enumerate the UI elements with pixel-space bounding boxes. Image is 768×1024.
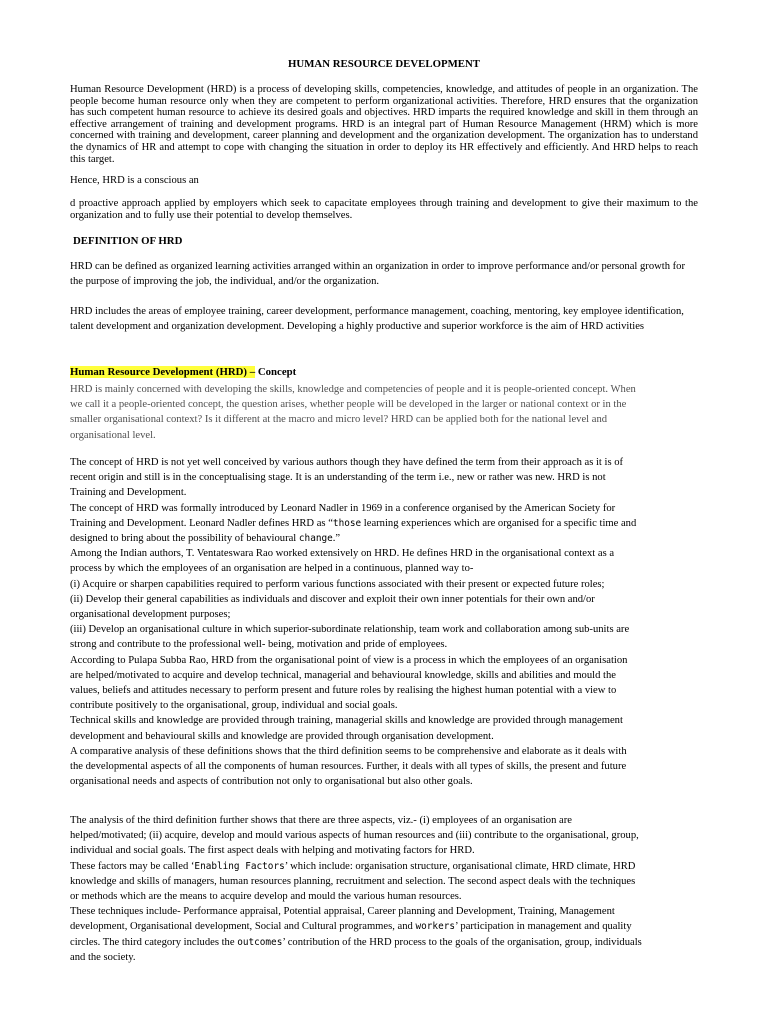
factors-line: These techniques include- Performance appraisal, Potential appraisal, Career planning and Development, Training, Management <box>70 906 615 918</box>
factors-line: knowledge and skills of managers, human resources planning, recruitment and selection. The second aspect deals with the techniques <box>70 875 636 887</box>
body-line: (iii) Develop an organisational culture in which superior-subordinate relationship, team work and collaboration among sub-units are <box>70 624 630 636</box>
body-line: A comparative analysis of these definitions shows that the third definition seems to be comprehensive and elaborate as it deals with <box>70 745 627 757</box>
body-line: process by which the employees of an organisation are helped in a continuous, planned way to- <box>70 563 474 575</box>
outcomes-line <box>70 935 698 950</box>
body-line: Training and Development. <box>70 487 187 499</box>
definition-heading: DEFINITION OF HRD <box>73 235 183 247</box>
factors-post: ’ which include: organisation structure, organisational climate, HRD climate, HRD <box>284 860 636 872</box>
body-line: are helped/motivated to acquire and develop technical, managerial and behavioural knowledge, skills and abilities and mould the <box>70 669 616 681</box>
factors-pre: These factors may be called ‘ <box>70 860 195 872</box>
body-line: values, beliefs and attitudes necessary to perform present and future roles by realising the highest human potential with a view to <box>70 685 617 697</box>
nadler-definition-line <box>70 516 698 531</box>
nadler-change-line <box>70 531 698 546</box>
factors-line: or methods which are the means to acquire develop and mould the various human resources. <box>70 891 462 903</box>
concept-heading <box>70 366 698 378</box>
document-title: HUMAN RESOURCE DEVELOPMENT <box>288 58 480 70</box>
final-line: and the society. <box>70 951 136 963</box>
nadler-change-end: .” <box>332 533 341 545</box>
concept-heading-highlight: Human Resource Development (HRD) – <box>70 366 256 378</box>
workers-mono: workers <box>415 921 456 933</box>
factors-mono: Enabling Factors <box>194 860 285 872</box>
body-line: The concept of HRD is not yet well conceived by various authors though they have defined the term from their approach as it is of <box>70 457 624 468</box>
workers-pre: development, Organisational development, Social and Cultural programmes, and <box>70 921 416 933</box>
body-line: recent origin and still is in the conceptualising stage. It is an understanding of the term i.e., new or rather was new. HRD is not <box>70 472 606 484</box>
body-line: strong and contribute to the professional well- being, motivation and pride of employees. <box>70 639 448 651</box>
proactive-paragraph: d proactive approach applied by employers which seek to capacitate employees through training and development to give their maximum to the organization and to fully use their potential to develop themselves. <box>70 198 698 221</box>
body-line: Among the Indian authors, T. Ventateswara Rao worked extensively on HRD. He defines HRD in the organisational context as a <box>70 548 615 560</box>
analysis-body <box>70 813 698 965</box>
concept-line: organisational level. <box>70 429 156 441</box>
concept-line: smaller organisational context? Is it different at the macro and micro level? HRD can be applied both for the national level and <box>70 414 608 426</box>
nadler-mono-those: those <box>332 517 362 529</box>
nadler-mono-change: change <box>298 533 333 545</box>
outcomes-pre: circles. The third category includes the <box>70 936 238 948</box>
body-line: Technical skills and knowledge are provided through training, managerial skills and knowledge are provided through management <box>70 715 623 727</box>
body-line: contribute positively to the organisational, group, individual and social goals. <box>70 700 398 712</box>
concept-line: HRD is mainly concerned with developing the skills, knowledge and competencies of people and it is people-oriented concept. When <box>70 384 636 395</box>
analysis-line: individual and social goals. The first aspect deals with helping and motivating factors for HRD. <box>70 845 475 857</box>
analysis-line: The analysis of the third definition further shows that there are three aspects, viz.- (i) employees of an organisation are <box>70 815 572 826</box>
body-line: organisational development purposes; <box>70 609 231 621</box>
body-line: development and behavioural skills and knowledge are provided through organisation development. <box>70 730 494 742</box>
workers-line <box>70 919 698 934</box>
body-line: According to Pulapa Subba Rao, HRD from the organisational point of view is a process in which the employees of an organisation <box>70 654 628 666</box>
concept-heading-rest: Concept <box>255 366 297 378</box>
nadler-line-start: Training and Development. Leonard Nadler defines HRD as “ <box>70 517 333 529</box>
outcomes-post: ’ contribution of the HRD process to the goals of the organisation, group, individuals <box>282 936 642 948</box>
body-line: the developmental aspects of all the components of human resources. Further, it deals with all types of skills, the present and future <box>70 761 627 773</box>
intro-paragraph: Human Resource Development (HRD) is a process of developing skills, competencies, knowledge, and attitudes of people in an organization. The people become human resource only when they are competent to perform organizational activities. Therefore, HRD ensures that the organization has such competent human resource to achieve its desired goals and objectives. HRD imparts the required knowledge and skill in them through an effective arrangement of training and development programs. HRD is an integral part of Human Resource Management (HRM) which is more concerned with training and development, career planning and development and the organization development. The organization has to understand the dynamics of HR and attempt to cope with changing the situation in order to deploy its HR effectively and efficiently. And HRD helps to reach this target. <box>70 84 698 165</box>
definition-paragraph-1: HRD can be defined as organized learning activities arranged within an organization in order to improve performance and/or personal growth for the purpose of improving the job, the individual, and/or the organization. <box>70 261 686 288</box>
concept-body <box>70 455 698 789</box>
nadler-line-rest: learning experiences which are organised for a specific time and <box>361 517 637 529</box>
enabling-factors-line <box>70 859 698 874</box>
body-line: The concept of HRD was formally introduced by Leonard Nadler in 1969 in a conference organised by the American Society for <box>70 502 616 514</box>
nadler-change-start: designed to bring about the possibility of behavioural <box>70 533 299 545</box>
body-line: organisational needs and aspects of contribution not only to organisational but also other goals. <box>70 776 473 788</box>
concept-grey-paragraph <box>70 382 698 443</box>
workers-post: ’ participation in management and quality <box>455 921 632 933</box>
definition-paragraph-2: HRD includes the areas of employee training, career development, performance management, coaching, mentoring, key employee identification, talent development and organization development. Developing a highly productive and superior workforce is the aim of HRD activities <box>70 306 684 333</box>
body-line: (ii) Develop their general capabilities as individuals and discover and exploit their own inner potentials for their own and/or <box>70 593 595 605</box>
outcomes-mono: outcomes <box>237 936 283 948</box>
analysis-line: helped/motivated; (ii) acquire, develop and mould various aspects of human resources and (iii) contribute to the organisational, group, <box>70 830 639 842</box>
body-line: (i) Acquire or sharpen capabilities required to perform various functions associated with their present or expected future roles; <box>70 578 605 590</box>
concept-line: we call it a people-oriented concept, the question arises, whether people will be developed in the larger or national context or in the <box>70 399 627 411</box>
hence-paragraph: Hence, HRD is a conscious an <box>70 175 199 186</box>
